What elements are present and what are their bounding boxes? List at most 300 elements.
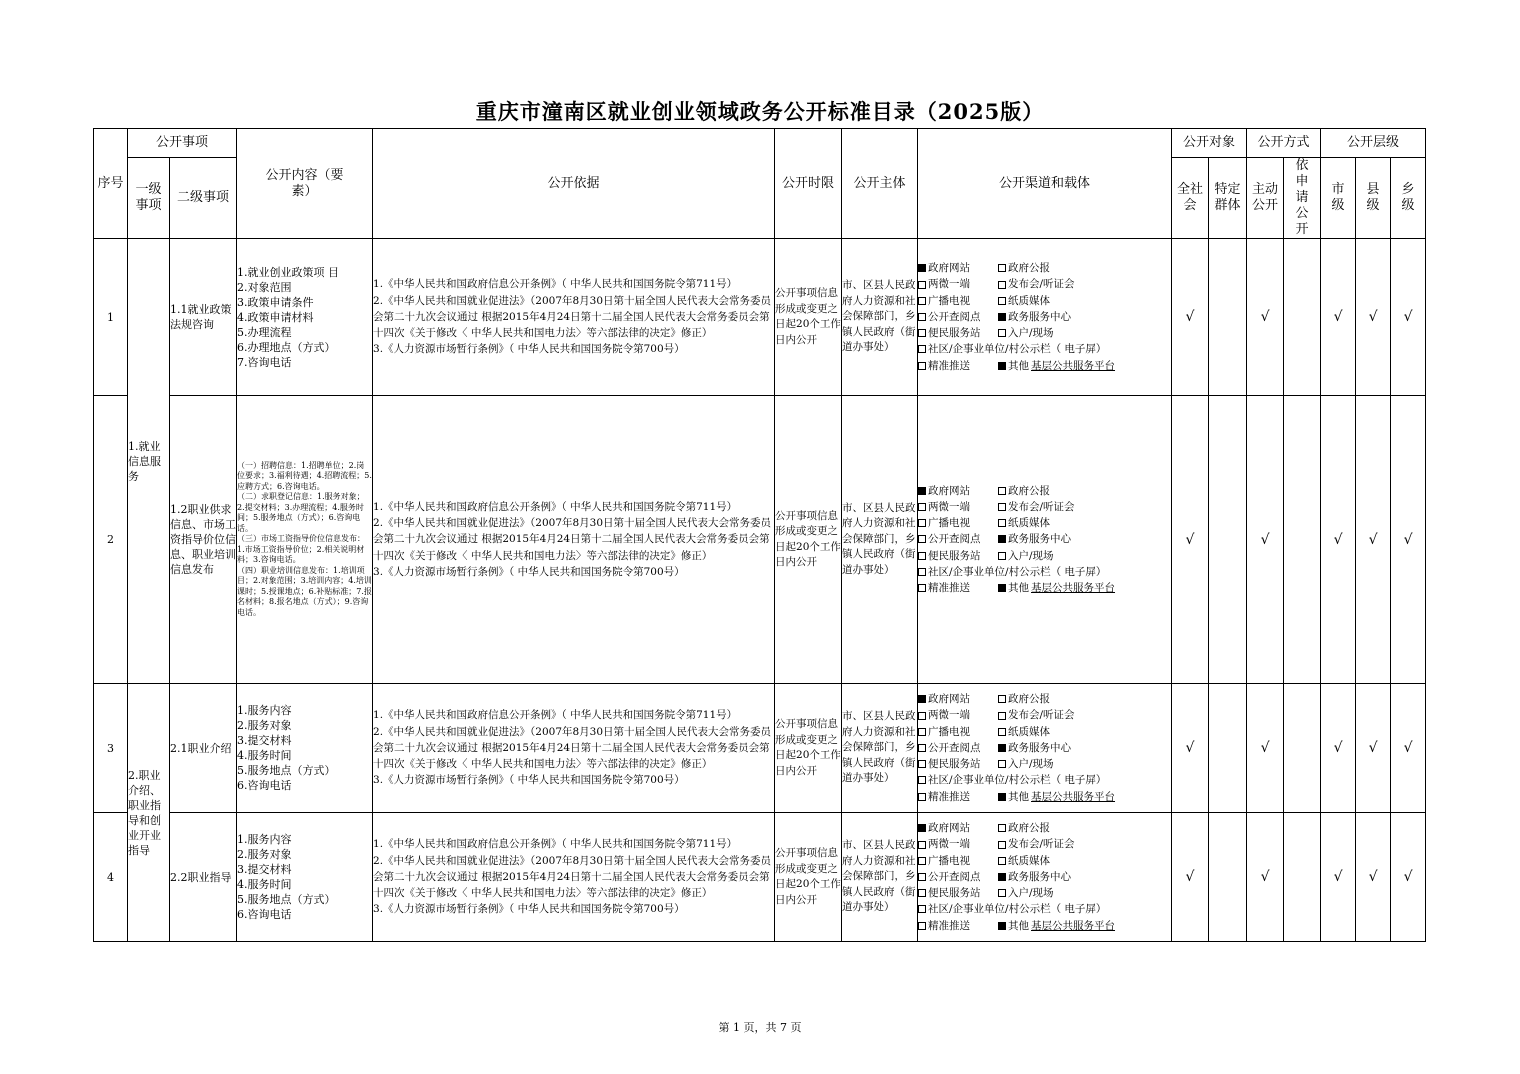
unchecked-box-icon	[998, 824, 1006, 832]
level1-cell	[128, 684, 170, 942]
content-line: 5.服务地点（方式）	[237, 764, 336, 777]
method-active-cell	[1247, 396, 1284, 684]
check-mark: √	[1368, 309, 1378, 325]
channel-item	[918, 918, 998, 934]
unchecked-box-icon	[918, 922, 926, 930]
header-basis: 公开依据	[373, 129, 775, 239]
content-line: 2.服务对象	[237, 719, 292, 732]
method-active-cell	[1247, 813, 1284, 942]
channel-item	[918, 772, 1106, 788]
channel-label: 政府公报	[1008, 822, 1051, 835]
basis-cell	[373, 396, 775, 684]
target-specific-cell	[1209, 813, 1247, 942]
header-level: 公开层级	[1321, 129, 1426, 158]
time-text: 公开事项信息形成或变更之日起20个工作日内公开	[775, 509, 841, 568]
channel-item	[918, 820, 998, 836]
level2-cell	[170, 396, 237, 684]
check-mark: √	[1333, 531, 1343, 548]
level1-label: 2.职业介绍、职业指导和创业开业指导	[128, 768, 161, 857]
unchecked-box-icon	[918, 760, 926, 768]
subject-cell	[842, 684, 918, 813]
channel-label: 其他	[1008, 582, 1030, 594]
header-content	[237, 129, 373, 239]
check-mark: √	[1368, 740, 1378, 756]
channel-label: 便民服务站	[928, 887, 981, 900]
unchecked-box-icon	[918, 841, 926, 849]
basis-line: 3.《人力资源市场暂行条例》（ 中华人民共和国国务院令第700号）	[373, 565, 685, 578]
unchecked-box-icon	[918, 362, 926, 370]
channel-item	[998, 260, 1078, 276]
channel-item	[998, 515, 1078, 531]
content-line: 2.服务对象	[237, 848, 292, 861]
checked-box-icon	[918, 695, 926, 703]
channel-row	[918, 756, 1171, 772]
content-line: 3.政策申请条件	[237, 295, 314, 309]
channels-cell	[918, 239, 1172, 396]
method-active-cell	[1247, 684, 1284, 813]
level1-cell	[128, 239, 170, 684]
unchecked-box-icon	[918, 519, 926, 527]
seq-cell	[94, 684, 128, 813]
channel-item	[998, 293, 1078, 309]
seq-cell	[94, 813, 128, 942]
target-all-cell	[1172, 813, 1209, 942]
channel-item	[918, 580, 998, 596]
channel-item	[918, 531, 998, 547]
basis-line: 1.《中华人民共和国政府信息公开条例》（ 中华人民共和国国务院令第711号）	[373, 838, 738, 851]
content-line: 5.办理流程	[237, 325, 292, 339]
unchecked-box-icon	[998, 841, 1006, 849]
target-all-cell	[1172, 396, 1209, 684]
channel-row	[918, 691, 1171, 707]
content-line: 1.服务内容	[237, 704, 292, 717]
channel-item	[998, 756, 1078, 772]
content-line: 7.咨询电话	[237, 355, 292, 369]
check-mark: √	[1185, 531, 1195, 548]
channel-item	[998, 580, 1115, 596]
content-line: 6.咨询电话	[237, 908, 292, 921]
channel-extra: 基层公共服务平台	[1031, 919, 1116, 932]
level-city-cell	[1321, 396, 1356, 684]
header-target-specific-label: 特定群体	[1214, 182, 1241, 213]
channel-row	[918, 724, 1171, 740]
channel-label: 广播电视	[928, 854, 971, 867]
time-cell	[775, 813, 842, 942]
channel-label: 入户/现场	[1008, 758, 1054, 771]
table-row	[94, 684, 1426, 813]
target-specific-cell	[1209, 239, 1247, 396]
channel-extra: 基层公共服务平台	[1031, 790, 1116, 803]
check-mark: √	[1368, 531, 1378, 548]
channel-item	[918, 836, 998, 852]
channel-label: 两微一端	[928, 838, 971, 851]
basis-line: 2.《中华人民共和国就业促进法》（2007年8月30日第十届全国人民代表大会常务委员会第二十九次会议通过 根据2015年4月24日第十二届全国人民代表大会常务委员会第十四次《关于修改〈 中华人民共和国电力法〉等六部法律的决定》修正）	[373, 854, 772, 900]
check-mark: √	[1260, 869, 1270, 885]
unchecked-box-icon	[918, 552, 926, 560]
header-target-specific	[1209, 158, 1247, 239]
channel-label: 纸质媒体	[1008, 854, 1051, 867]
channel-row	[918, 548, 1171, 564]
channel-label: 公开查阅点	[928, 310, 981, 323]
channel-item	[918, 276, 998, 292]
level-county-cell	[1356, 684, 1391, 813]
target-all-cell	[1172, 684, 1209, 813]
check-mark: √	[1185, 869, 1195, 885]
channel-label: 纸质媒体	[1008, 517, 1051, 530]
unchecked-box-icon	[918, 873, 926, 881]
content-cell	[237, 813, 373, 942]
header-target-all	[1172, 158, 1209, 239]
unchecked-box-icon	[918, 857, 926, 865]
channel-row	[918, 341, 1171, 357]
checked-box-icon	[998, 362, 1006, 370]
target-specific-cell	[1209, 396, 1247, 684]
method-request-cell	[1284, 813, 1321, 942]
check-mark: √	[1403, 869, 1413, 885]
channel-label: 两微一端	[928, 709, 971, 722]
header-level-town-label: 乡级	[1401, 182, 1415, 213]
content-line: 4.服务时间	[237, 878, 292, 891]
checked-box-icon	[998, 793, 1006, 801]
check-mark: √	[1403, 531, 1413, 548]
unchecked-box-icon	[998, 695, 1006, 703]
channel-label: 政府公报	[1008, 262, 1051, 275]
channel-item	[918, 260, 998, 276]
channel-label: 社区/企事业单位/村公示栏（ 电子屏）	[928, 565, 1107, 578]
level-county-cell	[1356, 813, 1391, 942]
channel-item	[998, 276, 1078, 292]
level-city-cell	[1321, 239, 1356, 396]
seq-number: 3	[107, 741, 114, 755]
channel-label: 广播电视	[928, 294, 971, 307]
level2-label: 2.2职业指导	[170, 870, 232, 884]
checked-box-icon	[918, 264, 926, 272]
unchecked-box-icon	[918, 329, 926, 337]
channel-label: 精准推送	[928, 919, 971, 932]
unchecked-box-icon	[998, 297, 1006, 305]
unchecked-box-icon	[918, 776, 926, 784]
checked-box-icon	[998, 584, 1006, 592]
level-town-cell	[1391, 684, 1426, 813]
channel-item	[998, 853, 1078, 869]
channel-label: 发布会/听证会	[1008, 838, 1075, 851]
table-row	[94, 396, 1426, 684]
subject-text: 市、区县人民政府人力资源和社会保障部门，乡镇人民政府（街道办事处）	[842, 279, 916, 354]
subject-cell	[842, 239, 918, 396]
channel-row	[918, 901, 1171, 917]
check-mark: √	[1185, 309, 1195, 325]
check-mark: √	[1185, 740, 1195, 756]
channel-label: 社区/企事业单位/村公示栏（ 电子屏）	[928, 343, 1107, 356]
unchecked-box-icon	[998, 487, 1006, 495]
channel-row	[918, 772, 1171, 788]
channel-label: 入户/现场	[1008, 887, 1054, 900]
seq-cell	[94, 396, 128, 684]
check-mark: √	[1260, 740, 1270, 756]
header-target-all-label: 全社会	[1177, 182, 1204, 213]
check-mark: √	[1403, 309, 1413, 325]
method-active-cell	[1247, 239, 1284, 396]
unchecked-box-icon	[998, 712, 1006, 720]
time-text: 公开事项信息形成或变更之日起20个工作日内公开	[775, 847, 841, 906]
content-line: 1.就业创业政策项 目	[237, 265, 340, 279]
unchecked-box-icon	[998, 264, 1006, 272]
header-level-city	[1321, 158, 1356, 239]
channel-label: 其他	[1008, 359, 1030, 372]
channel-item	[918, 901, 1106, 917]
channel-item	[918, 724, 998, 740]
checked-box-icon	[998, 922, 1006, 930]
header-method: 公开方式	[1247, 129, 1321, 158]
channel-label: 精准推送	[928, 790, 971, 803]
channel-item	[918, 756, 998, 772]
checked-box-icon	[998, 744, 1006, 752]
channel-item	[998, 548, 1078, 564]
header-level1	[128, 158, 170, 239]
header-level-town	[1391, 158, 1426, 239]
basis-line: 3.《人力资源市场暂行条例》（ 中华人民共和国国务院令第700号）	[373, 903, 685, 916]
channel-label: 政务服务中心	[1008, 533, 1072, 546]
header-content-label: 公开内容（要素）	[265, 167, 344, 199]
header-subject: 公开主体	[842, 129, 918, 239]
level-town-cell	[1391, 813, 1426, 942]
header-time: 公开时限	[775, 129, 842, 239]
channel-label: 入户/现场	[1008, 327, 1054, 340]
unchecked-box-icon	[918, 568, 926, 576]
channel-label: 政府网站	[928, 822, 971, 835]
unchecked-box-icon	[918, 712, 926, 720]
channel-row	[918, 260, 1171, 276]
header-level-county-label: 县级	[1366, 182, 1380, 213]
check-mark: √	[1368, 869, 1378, 885]
channel-label: 广播电视	[928, 517, 971, 530]
level-city-cell	[1321, 813, 1356, 942]
channel-label: 两微一端	[928, 500, 971, 513]
unchecked-box-icon	[998, 889, 1006, 897]
level2-cell	[170, 813, 237, 942]
channel-item	[918, 325, 998, 341]
unchecked-box-icon	[918, 905, 926, 913]
channels-cell	[918, 396, 1172, 684]
header-target: 公开对象	[1172, 129, 1247, 158]
subject-text: 市、区县人民政府人力资源和社会保障部门，乡镇人民政府（街道办事处）	[842, 710, 916, 785]
channel-label: 社区/企事业单位/村公示栏（ 电子屏）	[928, 903, 1107, 916]
unchecked-box-icon	[998, 519, 1006, 527]
target-all-cell	[1172, 239, 1209, 396]
channel-row	[918, 820, 1171, 836]
channel-label: 便民服务站	[928, 758, 981, 771]
channel-label: 两微一端	[928, 278, 971, 291]
level-town-cell	[1391, 239, 1426, 396]
unchecked-box-icon	[918, 889, 926, 897]
channel-label: 发布会/听证会	[1008, 278, 1075, 291]
channel-item	[998, 325, 1078, 341]
channel-label: 政务服务中心	[1008, 741, 1072, 754]
channel-item	[998, 820, 1078, 836]
basis-line: 2.《中华人民共和国就业促进法》（2007年8月30日第十届全国人民代表大会常务委员会第二十九次会议通过 根据2015年4月24日第十二届全国人民代表大会常务委员会第十四次《关于修改〈 中华人民共和国电力法〉等六部法律的决定》修正）	[373, 725, 772, 771]
content-line: 6.咨询电话	[237, 779, 292, 792]
channel-item	[998, 724, 1078, 740]
channel-item	[918, 885, 998, 901]
unchecked-box-icon	[998, 552, 1006, 560]
header-level-county	[1356, 158, 1391, 239]
unchecked-box-icon	[918, 313, 926, 321]
header-level-city-label: 市级	[1331, 182, 1345, 213]
channel-label: 政务服务中心	[1008, 310, 1072, 323]
channel-row	[918, 293, 1171, 309]
header-seq: 序号	[94, 129, 128, 239]
channels-cell	[918, 813, 1172, 942]
channel-item	[998, 358, 1115, 374]
channel-label: 精准推送	[928, 359, 971, 372]
channel-row	[918, 515, 1171, 531]
checked-box-icon	[998, 313, 1006, 321]
channel-extra: 基层公共服务平台	[1031, 359, 1116, 372]
channel-item	[998, 836, 1078, 852]
channel-label: 其他	[1008, 919, 1030, 932]
channel-item	[998, 869, 1078, 885]
channel-item	[998, 918, 1115, 934]
channel-item	[918, 341, 1106, 357]
basis-line: 1.《中华人民共和国政府信息公开条例》（ 中华人民共和国国务院令第711号）	[373, 500, 738, 513]
channel-item	[998, 499, 1078, 515]
channel-label: 政府网站	[928, 484, 971, 497]
method-request-cell	[1284, 239, 1321, 396]
level2-cell	[170, 684, 237, 813]
subject-text: 市、区县人民政府人力资源和社会保障部门，乡镇人民政府（街道办事处）	[842, 839, 916, 914]
channel-row	[918, 869, 1171, 885]
level-county-cell	[1356, 396, 1391, 684]
channel-row	[918, 580, 1171, 596]
content-cell	[237, 684, 373, 813]
channel-item	[918, 740, 998, 756]
channel-item	[918, 707, 998, 723]
channel-row	[918, 358, 1171, 374]
unchecked-box-icon	[918, 744, 926, 752]
channel-row	[918, 836, 1171, 852]
header-level1-label: 一级事项	[135, 182, 162, 213]
channel-label: 公开查阅点	[928, 870, 981, 883]
content-line: 4.服务时间	[237, 749, 292, 762]
channel-item	[918, 789, 998, 805]
basis-line: 1.《中华人民共和国政府信息公开条例》（ 中华人民共和国国务院令第711号）	[373, 278, 738, 291]
channel-item	[918, 358, 998, 374]
level2-label: 1.1就业政策法规咨询	[170, 303, 232, 331]
channel-label: 便民服务站	[928, 327, 981, 340]
channel-label: 公开查阅点	[928, 741, 981, 754]
channel-item	[918, 309, 998, 325]
check-mark: √	[1333, 309, 1343, 325]
check-mark: √	[1333, 869, 1343, 885]
channels-cell	[918, 684, 1172, 813]
channel-row	[918, 885, 1171, 901]
content-line: 2.对象范围	[237, 280, 292, 294]
channel-item	[998, 740, 1078, 756]
page-footer: 第 1 页，共 7 页	[718, 1021, 802, 1034]
basis-line: 3.《人力资源市场暂行条例》（ 中华人民共和国国务院令第700号）	[373, 343, 685, 356]
channel-row	[918, 853, 1171, 869]
channel-extra: 基层公共服务平台	[1031, 582, 1116, 594]
level-city-cell	[1321, 684, 1356, 813]
unchecked-box-icon	[918, 584, 926, 592]
unchecked-box-icon	[998, 857, 1006, 865]
channel-row	[918, 531, 1171, 547]
subject-text: 市、区县人民政府人力资源和社会保障部门，乡镇人民政府（街道办事处）	[842, 501, 916, 576]
channel-item	[998, 531, 1078, 547]
channel-label: 政府公报	[1008, 693, 1051, 706]
check-mark: √	[1260, 309, 1270, 325]
content-line: （三）市场工资指导价位信息发布：1.市场工资指导价位；2.相关说明材料；3.咨询电话。	[237, 534, 366, 565]
subject-cell	[842, 396, 918, 684]
content-line: （一）招聘信息：1.招聘单位；2.岗位要求；3.福利待遇；4.招聘流程；5.应聘方式；6.咨询电话。	[237, 460, 372, 491]
level2-label: 2.1职业介绍	[170, 741, 232, 755]
content-line: 3.提交材料	[237, 863, 292, 876]
target-specific-cell	[1209, 684, 1247, 813]
content-line: 1.服务内容	[237, 833, 292, 846]
channel-row	[918, 276, 1171, 292]
unchecked-box-icon	[998, 503, 1006, 511]
channel-item	[998, 691, 1078, 707]
time-text: 公开事项信息形成或变更之日起20个工作日内公开	[775, 287, 841, 346]
content-cell	[237, 239, 373, 396]
channel-row	[918, 325, 1171, 341]
channel-item	[918, 564, 1106, 580]
channel-label: 政务服务中心	[1008, 870, 1072, 883]
level1-label: 1.就业信息服务	[128, 439, 161, 483]
level-town-cell	[1391, 396, 1426, 684]
channel-row	[918, 740, 1171, 756]
channel-item	[918, 853, 998, 869]
channel-label: 纸质媒体	[1008, 725, 1051, 738]
checked-box-icon	[918, 487, 926, 495]
channel-label: 其他	[1008, 790, 1030, 803]
unchecked-box-icon	[918, 297, 926, 305]
channel-row	[918, 789, 1171, 805]
basis-line: 1.《中华人民共和国政府信息公开条例》（ 中华人民共和国国务院令第711号）	[373, 709, 738, 722]
seq-number: 1	[107, 310, 114, 324]
time-text: 公开事项信息形成或变更之日起20个工作日内公开	[775, 718, 841, 777]
channel-item	[918, 483, 998, 499]
seq-number: 4	[107, 870, 114, 884]
check-mark: √	[1333, 740, 1343, 756]
catalog-table	[93, 128, 1426, 942]
channel-item	[998, 483, 1078, 499]
channel-label: 广播电视	[928, 725, 971, 738]
content-cell	[237, 396, 373, 684]
time-cell	[775, 396, 842, 684]
unchecked-box-icon	[918, 793, 926, 801]
content-line: 4.政策申请材料	[237, 310, 314, 324]
channel-item	[918, 691, 998, 707]
channel-label: 便民服务站	[928, 549, 981, 562]
page-title: 重庆市潼南区就业创业领域政务公开标准目录（2025版）	[475, 99, 1045, 124]
channel-label: 发布会/听证会	[1008, 500, 1075, 513]
level-county-cell	[1356, 239, 1391, 396]
method-request-cell	[1284, 684, 1321, 813]
channel-row	[918, 918, 1171, 934]
channel-label: 精准推送	[928, 582, 971, 594]
unchecked-box-icon	[998, 760, 1006, 768]
channel-label: 公开查阅点	[928, 533, 981, 546]
channel-item	[998, 885, 1078, 901]
channel-item	[918, 293, 998, 309]
content-line: （四）职业培训信息发布：1.培训项目；2.对象范围；3.培训内容；4.培训课时；5.授课地点；6.补贴标准；7.报名材料；8.报名地点（方式）；9.咨询电话。	[237, 565, 372, 617]
unchecked-box-icon	[918, 281, 926, 289]
time-cell	[775, 684, 842, 813]
subject-cell	[842, 813, 918, 942]
channel-label: 政府公报	[1008, 484, 1051, 497]
header-method-request	[1284, 158, 1321, 239]
